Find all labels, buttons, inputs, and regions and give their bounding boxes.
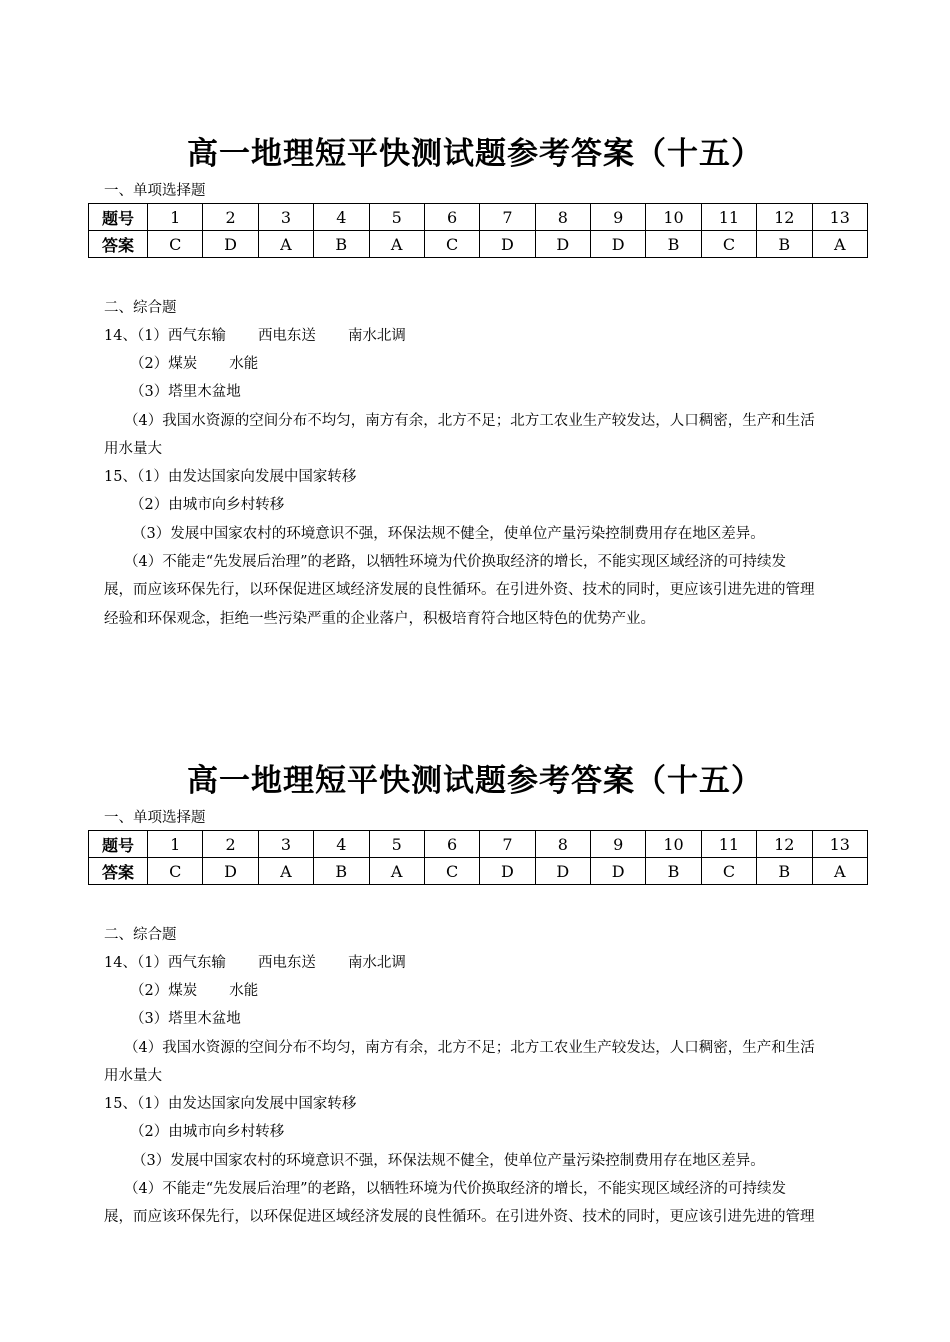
q14-part1-a: 14、（1）西气东输 <box>104 328 226 344</box>
table-cell: A <box>258 858 313 885</box>
table-cell: 11 <box>701 204 756 231</box>
q14-part2 <box>130 979 258 1000</box>
table-cell: C <box>424 858 479 885</box>
table-cell: D <box>591 858 646 885</box>
table-cell: 3 <box>258 831 313 858</box>
table-cell: 10 <box>646 204 701 231</box>
table-cell: B <box>314 231 369 258</box>
table-cell: D <box>480 231 535 258</box>
q14-part1-c: 南水北调 <box>347 328 406 344</box>
section-heading-choice: 一、单项选择题 <box>104 183 206 199</box>
table-cell: A <box>369 858 424 885</box>
table-cell: A <box>258 231 313 258</box>
q15-part3: （3）发展中国家农村的环境意识不强，环保法规不健全，使单位产量污染控制费用存在地区差异。 <box>132 1153 765 1169</box>
table-cell: D <box>480 858 535 885</box>
table-cell: D <box>203 858 258 885</box>
table-cell: D <box>535 231 590 258</box>
table-cell: A <box>812 858 868 885</box>
section-heading-comprehensive: 二、综合题 <box>104 300 177 316</box>
table-cell: 6 <box>424 831 479 858</box>
table-cell: C <box>701 858 756 885</box>
q15-part4-line2: 展，而应该环保先行，以环保促进区域经济发展的良性循环。在引进外资、技术的同时，更应该引进先进的管理 <box>104 582 815 598</box>
table-cell: 5 <box>369 204 424 231</box>
table-cell: D <box>535 858 590 885</box>
q14-part1-b: 西电东送 <box>257 328 316 344</box>
table-cell: D <box>203 231 258 258</box>
row-label-answer: 答案 <box>89 231 148 258</box>
table-cell: C <box>148 231 203 258</box>
table-cell: 8 <box>535 204 590 231</box>
table-cell: 6 <box>424 204 479 231</box>
q14-part4-line2: 用水量大 <box>104 1068 162 1084</box>
q14-part1-c: 南水北调 <box>347 955 406 971</box>
q15-part4-line3: 经验和环保观念，拒绝一些污染严重的企业落户，积极培育符合地区特色的优势产业。 <box>104 611 655 627</box>
row-label-number: 题号 <box>89 831 148 858</box>
q15-part1: 15、（1）由发达国家向发展中国家转移 <box>104 469 357 485</box>
table-row-answers <box>89 231 868 258</box>
q14-part4-line2: 用水量大 <box>104 441 162 457</box>
q14-part1-b: 西电东送 <box>257 955 316 971</box>
q15-part4-line1: （4）不能走“先发展后治理”的老路，以牺牲环境为代价换取经济的增长，不能实现区域经济的可持续发 <box>124 1181 787 1197</box>
table-cell: A <box>369 231 424 258</box>
q14-part2 <box>130 352 258 373</box>
q15-part4-line1: （4）不能走“先发展后治理”的老路，以牺牲环境为代价换取经济的增长，不能实现区域经济的可持续发 <box>124 554 787 570</box>
table-cell: B <box>646 858 701 885</box>
table-cell: 7 <box>480 204 535 231</box>
q15-part4-line2: 展，而应该环保先行，以环保促进区域经济发展的良性循环。在引进外资、技术的同时，更应该引进先进的管理 <box>104 1209 815 1225</box>
page-title: 高一地理短平快测试题参考答案（十五） <box>187 763 763 799</box>
q15-part2: （2）由城市向乡村转移 <box>130 1124 285 1140</box>
q15-part1: 15、（1）由发达国家向发展中国家转移 <box>104 1096 357 1112</box>
table-cell: 2 <box>203 204 258 231</box>
q14-part3: （3）塔里木盆地 <box>130 384 241 400</box>
table-row-numbers <box>89 204 868 231</box>
q14-part1 <box>104 324 406 345</box>
answer-table <box>88 830 868 885</box>
table-cell: 9 <box>591 204 646 231</box>
q14-part1-a: 14、（1）西气东输 <box>104 955 226 971</box>
table-cell: 12 <box>757 204 812 231</box>
table-cell: 11 <box>701 831 756 858</box>
row-label-answer: 答案 <box>89 858 148 885</box>
page-title: 高一地理短平快测试题参考答案（十五） <box>187 136 763 172</box>
table-cell: 7 <box>480 831 535 858</box>
table-cell: 1 <box>148 831 203 858</box>
q14-part3: （3）塔里木盆地 <box>130 1011 241 1027</box>
table-cell: C <box>701 231 756 258</box>
table-cell: 13 <box>812 204 868 231</box>
q14-part1 <box>104 951 406 972</box>
table-cell: 2 <box>203 831 258 858</box>
table-cell: 3 <box>258 204 313 231</box>
table-cell: B <box>757 858 812 885</box>
q14-part2-b: 水能 <box>229 983 259 999</box>
q14-part4-line1: （4）我国水资源的空间分布不均匀，南方有余，北方不足；北方工农业生产较发达，人口稠密，生产和生活 <box>124 413 815 429</box>
table-cell: 5 <box>369 831 424 858</box>
q14-part2-b: 水能 <box>229 356 259 372</box>
table-cell: 10 <box>646 831 701 858</box>
table-cell: B <box>314 858 369 885</box>
table-cell: B <box>757 231 812 258</box>
table-cell: 13 <box>812 831 868 858</box>
table-cell: B <box>646 231 701 258</box>
q15-part2: （2）由城市向乡村转移 <box>130 497 285 513</box>
table-cell: A <box>812 231 868 258</box>
q14-part4-line1: （4）我国水资源的空间分布不均匀，南方有余，北方不足；北方工农业生产较发达，人口稠密，生产和生活 <box>124 1040 815 1056</box>
table-row-numbers <box>89 831 868 858</box>
table-cell: C <box>424 231 479 258</box>
table-cell: 4 <box>314 204 369 231</box>
table-cell: D <box>591 231 646 258</box>
row-label-number: 题号 <box>89 204 148 231</box>
section-heading-comprehensive: 二、综合题 <box>104 927 177 943</box>
q15-part3: （3）发展中国家农村的环境意识不强，环保法规不健全，使单位产量污染控制费用存在地区差异。 <box>132 526 765 542</box>
table-cell: 1 <box>148 204 203 231</box>
table-cell: 8 <box>535 831 590 858</box>
table-cell: 9 <box>591 831 646 858</box>
table-cell: 4 <box>314 831 369 858</box>
table-cell: C <box>148 858 203 885</box>
answer-table <box>88 203 868 258</box>
section-heading-choice: 一、单项选择题 <box>104 810 206 826</box>
table-cell: 12 <box>757 831 812 858</box>
q14-part2-a: （2）煤炭 <box>130 983 198 999</box>
q14-part2-a: （2）煤炭 <box>130 356 198 372</box>
table-row-answers <box>89 858 868 885</box>
